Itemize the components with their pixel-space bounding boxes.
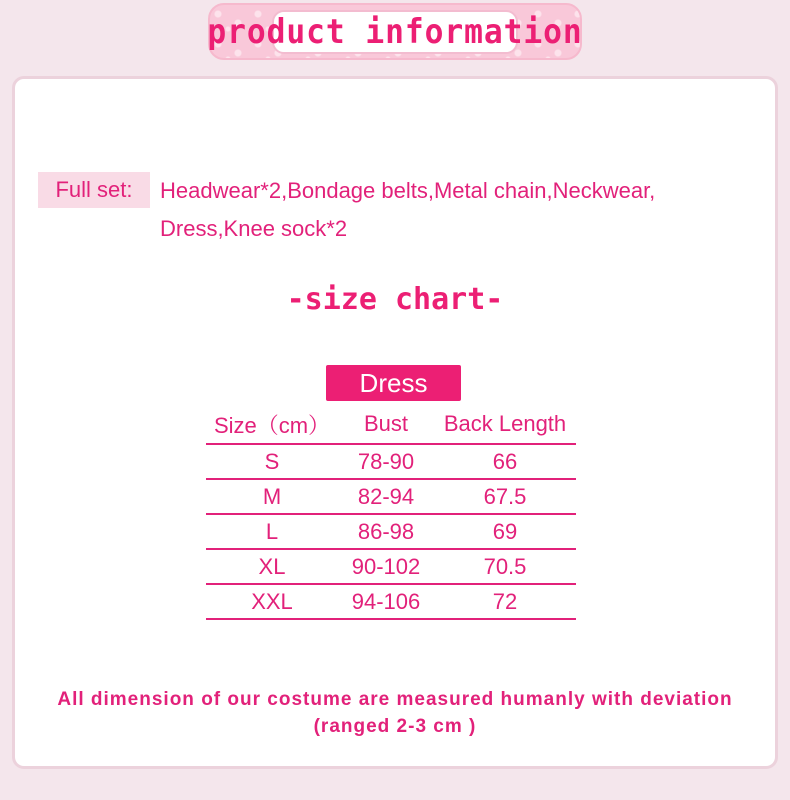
cell-back-length: 69 xyxy=(434,514,576,549)
measurement-note-line-1: All dimension of our costume are measured humanly with deviation xyxy=(57,689,733,710)
cell-back-length: 70.5 xyxy=(434,549,576,584)
table-row xyxy=(206,584,576,619)
cell-size: M xyxy=(206,479,338,514)
full-set-line-2: Dress,Knee sock*2 xyxy=(160,216,348,241)
cell-back-length: 72 xyxy=(434,584,576,619)
cell-bust: 90-102 xyxy=(338,549,434,584)
column-header-bust: Bust xyxy=(338,405,434,444)
full-set-line-1: Headwear*2,Bondage belts,Metal chain,Neckwear, xyxy=(160,178,656,203)
size-chart-title: -size chart- xyxy=(286,282,504,317)
page-title: product information xyxy=(207,12,583,52)
full-set-contents xyxy=(160,172,760,248)
column-header-size: Size（cm） xyxy=(206,405,338,444)
size-table xyxy=(206,405,576,620)
table-row xyxy=(206,514,576,549)
measurement-note xyxy=(14,686,776,740)
full-set-label: Full set: xyxy=(38,172,150,208)
cell-size: XXL xyxy=(206,584,338,619)
cell-size: XL xyxy=(206,549,338,584)
cell-size: L xyxy=(206,514,338,549)
cell-size: S xyxy=(206,444,338,479)
size-table-header-row xyxy=(206,405,576,444)
cell-back-length: 66 xyxy=(434,444,576,479)
table-row xyxy=(206,549,576,584)
table-row xyxy=(206,444,576,479)
column-header-back-length: Back Length xyxy=(434,405,576,444)
table-row xyxy=(206,479,576,514)
cell-bust: 78-90 xyxy=(338,444,434,479)
cell-bust: 86-98 xyxy=(338,514,434,549)
cell-bust: 94-106 xyxy=(338,584,434,619)
garment-badge: Dress xyxy=(326,365,461,401)
cell-bust: 82-94 xyxy=(338,479,434,514)
cell-back-length: 67.5 xyxy=(434,479,576,514)
measurement-note-line-2: (ranged 2-3 cm ) xyxy=(313,716,477,737)
